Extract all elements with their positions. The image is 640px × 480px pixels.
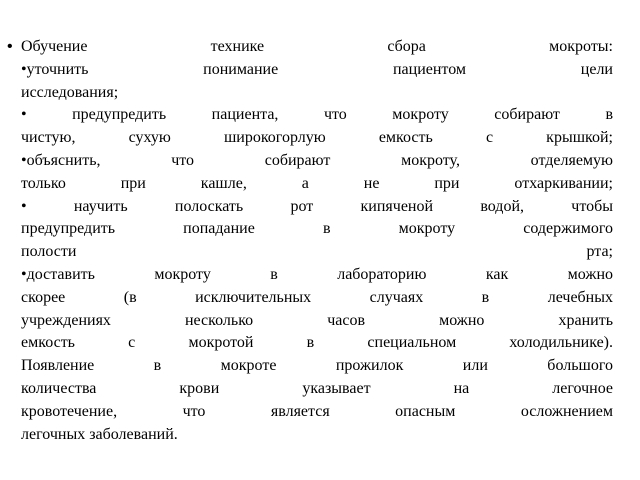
text-line: •уточнить понимание пациентом цели [21,60,613,78]
text-line: Обучение технике сбора мокроты: [21,38,613,55]
text-line: • предупредить пациента, что мокроту собирают в [21,106,613,124]
body-text [7,36,613,446]
text-line: легочных заболеваний. [21,425,178,443]
text-line: чистую, сухую широкогорлую емкость с крышкой; [21,129,613,147]
text-line: полости рта; [21,243,613,261]
text-line: количества крови указывает на легочное [21,379,613,397]
text-line: скорее (в исключительных случаях в лечебных [21,288,613,306]
text-line: кровотечение, что является опасным осложнением [21,402,613,420]
text-line: • научить полоскать рот кипяченой водой, чтобы [21,197,613,215]
text-line: только при кашле, а не при отхаркивании; [21,174,613,192]
text-line: исследования; [21,83,119,101]
text-line: Появление в мокроте прожилок или большого [21,357,613,375]
text-line: емкость с мокротой в специальном холодильнике). [21,334,613,352]
text-line: •объяснить, что собирают мокроту, отделяемую [21,151,613,169]
text-line: предупредить попадание в мокроту содержимого [21,220,613,238]
text-line: учреждениях несколько часов можно хранить [21,311,613,329]
bullet-icon: • [7,38,13,55]
text-line: •доставить мокроту в лабораторию как можно [21,265,613,283]
